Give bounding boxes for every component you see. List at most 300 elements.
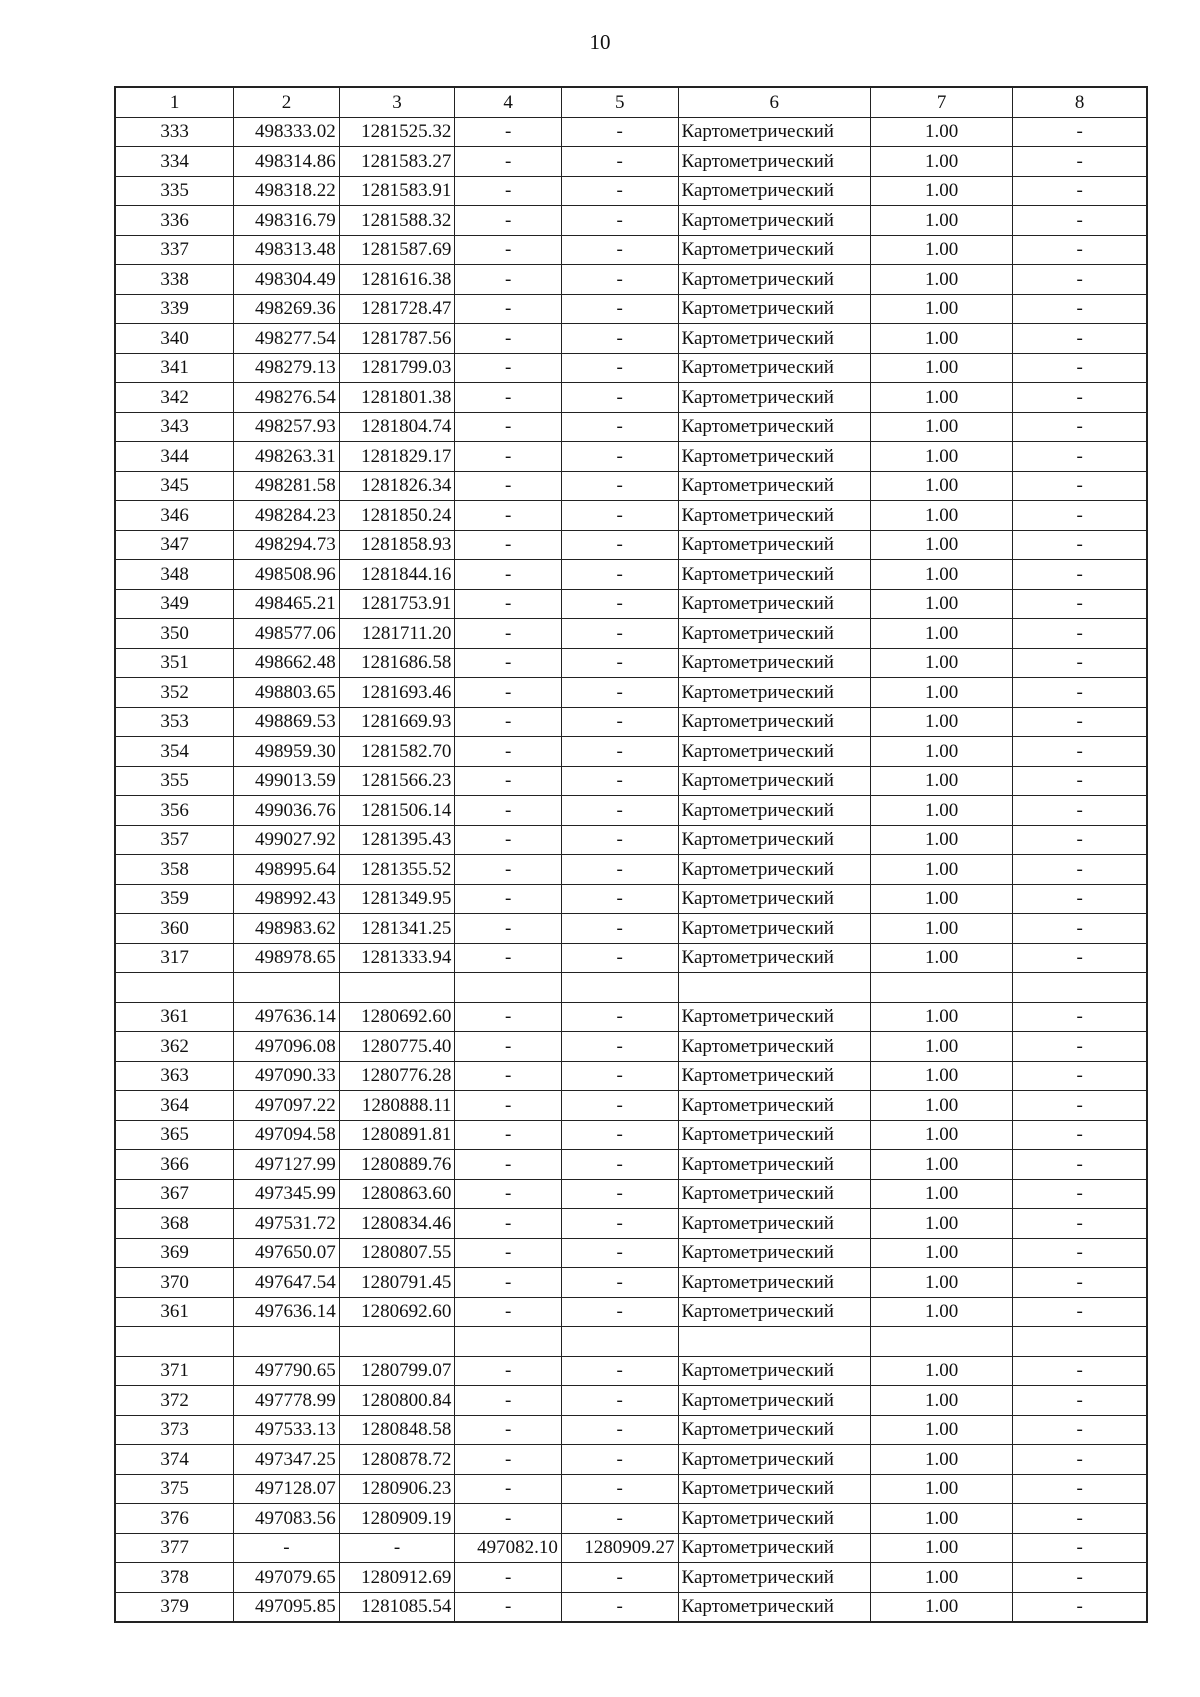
- column-5-cell: -: [561, 1238, 678, 1268]
- column-8-cell: -: [1013, 501, 1147, 531]
- accuracy-cell: 1.00: [871, 737, 1013, 767]
- accuracy-cell: 1.00: [871, 1356, 1013, 1386]
- y-coordinate-cell: 1280863.60: [339, 1179, 455, 1209]
- method-cell: Картометрический: [678, 294, 870, 324]
- point-number-cell: 372: [115, 1386, 234, 1416]
- column-8-cell: -: [1013, 1091, 1147, 1121]
- method-cell: Картометрический: [678, 943, 870, 973]
- accuracy-cell: 1.00: [871, 766, 1013, 796]
- column-5-cell: -: [561, 176, 678, 206]
- column-4-cell: -: [455, 1091, 561, 1121]
- point-number-cell: 359: [115, 884, 234, 914]
- table-row: [115, 353, 1147, 383]
- method-cell: Картометрический: [678, 589, 870, 619]
- y-coordinate-cell: 1280692.60: [339, 1002, 455, 1032]
- x-coordinate-cell: 498316.79: [234, 206, 339, 236]
- column-4-cell: -: [455, 560, 561, 590]
- column-8-cell: -: [1013, 383, 1147, 413]
- column-8-cell: -: [1013, 1504, 1147, 1534]
- column-8-cell: -: [1013, 943, 1147, 973]
- accuracy-cell: 1.00: [871, 560, 1013, 590]
- column-4-cell: -: [455, 294, 561, 324]
- x-coordinate-cell: 497650.07: [234, 1238, 339, 1268]
- y-coordinate-cell: 1280800.84: [339, 1386, 455, 1416]
- x-coordinate-cell: 499036.76: [234, 796, 339, 826]
- column-8-cell: -: [1013, 471, 1147, 501]
- accuracy-cell: 1.00: [871, 1179, 1013, 1209]
- method-cell: Картометрический: [678, 117, 870, 147]
- x-coordinate-cell: 497096.08: [234, 1032, 339, 1062]
- accuracy-cell: 1.00: [871, 707, 1013, 737]
- column-5-cell: -: [561, 1061, 678, 1091]
- column-8-cell: -: [1013, 1120, 1147, 1150]
- column-8-cell: -: [1013, 1238, 1147, 1268]
- column-4-cell: -: [455, 1386, 561, 1416]
- point-number-cell: 354: [115, 737, 234, 767]
- accuracy-cell: 1.00: [871, 648, 1013, 678]
- y-coordinate-cell: 1281582.70: [339, 737, 455, 767]
- y-coordinate-cell: 1280891.81: [339, 1120, 455, 1150]
- column-4-cell: -: [455, 796, 561, 826]
- column-4-cell: -: [455, 265, 561, 295]
- y-coordinate-cell: 1281826.34: [339, 471, 455, 501]
- table-row: [115, 560, 1147, 590]
- accuracy-cell: 1.00: [871, 1533, 1013, 1563]
- column-5-cell: -: [561, 1120, 678, 1150]
- column-4-cell: -: [455, 914, 561, 944]
- table-row: [115, 1327, 1147, 1357]
- x-coordinate-cell: [234, 973, 339, 1003]
- column-4-cell: -: [455, 1002, 561, 1032]
- coordinates-table: [114, 86, 1148, 1623]
- column-4-cell: -: [455, 1120, 561, 1150]
- column-4-cell: -: [455, 825, 561, 855]
- method-cell: Картометрический: [678, 1061, 870, 1091]
- column-5-cell: -: [561, 737, 678, 767]
- y-coordinate-cell: 1281616.38: [339, 265, 455, 295]
- method-cell: Картометрический: [678, 471, 870, 501]
- table-row: [115, 1061, 1147, 1091]
- column-5-cell: -: [561, 884, 678, 914]
- method-cell: Картометрический: [678, 1297, 870, 1327]
- table-row: [115, 1297, 1147, 1327]
- column-8-cell: -: [1013, 678, 1147, 708]
- table-row: [115, 147, 1147, 177]
- column-8-cell: -: [1013, 1002, 1147, 1032]
- column-8-cell: -: [1013, 1061, 1147, 1091]
- point-number-cell: 362: [115, 1032, 234, 1062]
- column-5-cell: -: [561, 1179, 678, 1209]
- method-cell: Картометрический: [678, 1150, 870, 1180]
- column-8-cell: -: [1013, 589, 1147, 619]
- accuracy-cell: 1.00: [871, 914, 1013, 944]
- table-row: [115, 442, 1147, 472]
- point-number-cell: 376: [115, 1504, 234, 1534]
- point-number-cell: 337: [115, 235, 234, 265]
- column-8-cell: -: [1013, 1563, 1147, 1593]
- y-coordinate-cell: 1280888.11: [339, 1091, 455, 1121]
- accuracy-cell: 1.00: [871, 1032, 1013, 1062]
- column-5-cell: [561, 973, 678, 1003]
- method-cell: Картометрический: [678, 884, 870, 914]
- accuracy-cell: 1.00: [871, 235, 1013, 265]
- column-5-cell: -: [561, 1297, 678, 1327]
- x-coordinate-cell: 497083.56: [234, 1504, 339, 1534]
- column-8-cell: -: [1013, 353, 1147, 383]
- column-8-cell: -: [1013, 707, 1147, 737]
- table-row: [115, 1415, 1147, 1445]
- method-cell: Картометрический: [678, 796, 870, 826]
- x-coordinate-cell: 498959.30: [234, 737, 339, 767]
- y-coordinate-cell: 1281850.24: [339, 501, 455, 531]
- x-coordinate-cell: 498313.48: [234, 235, 339, 265]
- table-row: [115, 1474, 1147, 1504]
- column-8-cell: -: [1013, 117, 1147, 147]
- method-cell: Картометрический: [678, 353, 870, 383]
- column-4-cell: -: [455, 1209, 561, 1239]
- column-4-cell: -: [455, 324, 561, 354]
- y-coordinate-cell: [339, 1327, 455, 1357]
- point-number-cell: 358: [115, 855, 234, 885]
- x-coordinate-cell: 498269.36: [234, 294, 339, 324]
- x-coordinate-cell: 498508.96: [234, 560, 339, 590]
- point-number-cell: 370: [115, 1268, 234, 1298]
- method-cell: Картометрический: [678, 619, 870, 649]
- column-4-cell: [455, 973, 561, 1003]
- y-coordinate-cell: 1281799.03: [339, 353, 455, 383]
- column-8-cell: -: [1013, 1445, 1147, 1475]
- x-coordinate-cell: 498279.13: [234, 353, 339, 383]
- x-coordinate-cell: 497128.07: [234, 1474, 339, 1504]
- column-8-cell: -: [1013, 1386, 1147, 1416]
- column-5-cell: -: [561, 1415, 678, 1445]
- x-coordinate-cell: 498662.48: [234, 648, 339, 678]
- column-8-cell: [1013, 973, 1147, 1003]
- column-4-cell: -: [455, 501, 561, 531]
- method-cell: Картометрический: [678, 324, 870, 354]
- column-5-cell: -: [561, 1504, 678, 1534]
- method-cell: Картометрический: [678, 825, 870, 855]
- point-number-cell: 336: [115, 206, 234, 236]
- y-coordinate-cell: [339, 973, 455, 1003]
- column-5-cell: -: [561, 235, 678, 265]
- table-body: [115, 117, 1147, 1622]
- column-8-cell: -: [1013, 206, 1147, 236]
- column-8-cell: -: [1013, 235, 1147, 265]
- column-4-cell: -: [455, 1297, 561, 1327]
- y-coordinate-cell: 1281583.27: [339, 147, 455, 177]
- point-number-cell: 341: [115, 353, 234, 383]
- x-coordinate-cell: 498304.49: [234, 265, 339, 295]
- accuracy-cell: 1.00: [871, 619, 1013, 649]
- table-row: [115, 1179, 1147, 1209]
- point-number-cell: 355: [115, 766, 234, 796]
- y-coordinate-cell: 1281395.43: [339, 825, 455, 855]
- accuracy-cell: 1.00: [871, 324, 1013, 354]
- column-8-cell: -: [1013, 1356, 1147, 1386]
- y-coordinate-cell: 1280834.46: [339, 1209, 455, 1239]
- accuracy-cell: 1.00: [871, 589, 1013, 619]
- column-8-cell: -: [1013, 265, 1147, 295]
- point-number-cell: 357: [115, 825, 234, 855]
- column-8-cell: -: [1013, 324, 1147, 354]
- column-5-cell: -: [561, 707, 678, 737]
- column-5-cell: -: [561, 353, 678, 383]
- y-coordinate-cell: 1281711.20: [339, 619, 455, 649]
- y-coordinate-cell: 1280807.55: [339, 1238, 455, 1268]
- column-5-cell: -: [561, 147, 678, 177]
- accuracy-cell: 1.00: [871, 1150, 1013, 1180]
- method-cell: Картометрический: [678, 1002, 870, 1032]
- point-number-cell: 378: [115, 1563, 234, 1593]
- x-coordinate-cell: 498333.02: [234, 117, 339, 147]
- table-row: [115, 589, 1147, 619]
- column-header: 7: [871, 87, 1013, 117]
- table-row: [115, 766, 1147, 796]
- x-coordinate-cell: 498983.62: [234, 914, 339, 944]
- table-row: [115, 1504, 1147, 1534]
- accuracy-cell: 1.00: [871, 442, 1013, 472]
- y-coordinate-cell: 1280791.45: [339, 1268, 455, 1298]
- x-coordinate-cell: 499027.92: [234, 825, 339, 855]
- method-cell: Картометрический: [678, 412, 870, 442]
- column-4-cell: -: [455, 1415, 561, 1445]
- column-5-cell: -: [561, 560, 678, 590]
- point-number-cell: 361: [115, 1297, 234, 1327]
- y-coordinate-cell: 1281525.32: [339, 117, 455, 147]
- point-number-cell: 350: [115, 619, 234, 649]
- column-header: 4: [455, 87, 561, 117]
- method-cell: Картометрический: [678, 1563, 870, 1593]
- y-coordinate-cell: 1280775.40: [339, 1032, 455, 1062]
- column-5-cell: -: [561, 796, 678, 826]
- accuracy-cell: 1.00: [871, 383, 1013, 413]
- column-4-cell: -: [455, 737, 561, 767]
- y-coordinate-cell: 1281566.23: [339, 766, 455, 796]
- x-coordinate-cell: 497790.65: [234, 1356, 339, 1386]
- y-coordinate-cell: 1281693.46: [339, 678, 455, 708]
- table-row: [115, 1150, 1147, 1180]
- y-coordinate-cell: 1281829.17: [339, 442, 455, 472]
- method-cell: Картометрический: [678, 560, 870, 590]
- method-cell: Картометрический: [678, 1238, 870, 1268]
- y-coordinate-cell: 1280776.28: [339, 1061, 455, 1091]
- y-coordinate-cell: 1281686.58: [339, 648, 455, 678]
- column-5-cell: -: [561, 1386, 678, 1416]
- table-row: [115, 1268, 1147, 1298]
- table-row: [115, 796, 1147, 826]
- column-4-cell: -: [455, 648, 561, 678]
- accuracy-cell: 1.00: [871, 294, 1013, 324]
- table-row: [115, 383, 1147, 413]
- x-coordinate-cell: 497097.22: [234, 1091, 339, 1121]
- column-8-cell: -: [1013, 648, 1147, 678]
- point-number-cell: 335: [115, 176, 234, 206]
- table-row: [115, 176, 1147, 206]
- table-row: [115, 1533, 1147, 1563]
- column-4-cell: -: [455, 383, 561, 413]
- column-5-cell: -: [561, 1032, 678, 1062]
- x-coordinate-cell: 497647.54: [234, 1268, 339, 1298]
- table-row: [115, 235, 1147, 265]
- column-5-cell: -: [561, 471, 678, 501]
- method-cell: Картометрический: [678, 1120, 870, 1150]
- method-cell: Картометрический: [678, 206, 870, 236]
- accuracy-cell: 1.00: [871, 1238, 1013, 1268]
- accuracy-cell: 1.00: [871, 412, 1013, 442]
- point-number-cell: 317: [115, 943, 234, 973]
- column-5-cell: -: [561, 1091, 678, 1121]
- point-number-cell: 340: [115, 324, 234, 354]
- accuracy-cell: [871, 973, 1013, 1003]
- column-4-cell: -: [455, 1032, 561, 1062]
- column-4-cell: -: [455, 1061, 561, 1091]
- method-cell: Картометрический: [678, 1209, 870, 1239]
- y-coordinate-cell: 1281753.91: [339, 589, 455, 619]
- y-coordinate-cell: 1281588.32: [339, 206, 455, 236]
- accuracy-cell: 1.00: [871, 1386, 1013, 1416]
- point-number-cell: 373: [115, 1415, 234, 1445]
- point-number-cell: 334: [115, 147, 234, 177]
- y-coordinate-cell: 1281804.74: [339, 412, 455, 442]
- method-cell: Картометрический: [678, 442, 870, 472]
- method-cell: Картометрический: [678, 530, 870, 560]
- y-coordinate-cell: 1280878.72: [339, 1445, 455, 1475]
- x-coordinate-cell: 497347.25: [234, 1445, 339, 1475]
- method-cell: Картометрический: [678, 678, 870, 708]
- method-cell: Картометрический: [678, 1445, 870, 1475]
- y-coordinate-cell: 1281844.16: [339, 560, 455, 590]
- column-4-cell: -: [455, 530, 561, 560]
- accuracy-cell: 1.00: [871, 884, 1013, 914]
- accuracy-cell: 1.00: [871, 471, 1013, 501]
- point-number-cell: 379: [115, 1592, 234, 1622]
- accuracy-cell: 1.00: [871, 1415, 1013, 1445]
- column-8-cell: -: [1013, 1179, 1147, 1209]
- x-coordinate-cell: [234, 1327, 339, 1357]
- table-row: [115, 471, 1147, 501]
- point-number-cell: 363: [115, 1061, 234, 1091]
- x-coordinate-cell: 498577.06: [234, 619, 339, 649]
- table-row: [115, 737, 1147, 767]
- point-number-cell: 375: [115, 1474, 234, 1504]
- table-row: [115, 1563, 1147, 1593]
- column-4-cell: -: [455, 678, 561, 708]
- table-row: [115, 324, 1147, 354]
- point-number-cell: 347: [115, 530, 234, 560]
- column-8-cell: -: [1013, 1592, 1147, 1622]
- accuracy-cell: 1.00: [871, 1268, 1013, 1298]
- y-coordinate-cell: 1280906.23: [339, 1474, 455, 1504]
- column-4-cell: -: [455, 117, 561, 147]
- column-4-cell: -: [455, 943, 561, 973]
- x-coordinate-cell: 497345.99: [234, 1179, 339, 1209]
- accuracy-cell: 1.00: [871, 1445, 1013, 1475]
- point-number-cell: 371: [115, 1356, 234, 1386]
- method-cell: Картометрический: [678, 147, 870, 177]
- column-4-cell: -: [455, 766, 561, 796]
- column-8-cell: -: [1013, 1268, 1147, 1298]
- y-coordinate-cell: 1281801.38: [339, 383, 455, 413]
- x-coordinate-cell: 498978.65: [234, 943, 339, 973]
- table-row: [115, 648, 1147, 678]
- accuracy-cell: 1.00: [871, 530, 1013, 560]
- x-coordinate-cell: -: [234, 1533, 339, 1563]
- accuracy-cell: 1.00: [871, 1120, 1013, 1150]
- y-coordinate-cell: 1281341.25: [339, 914, 455, 944]
- point-number-cell: 343: [115, 412, 234, 442]
- accuracy-cell: 1.00: [871, 943, 1013, 973]
- y-coordinate-cell: 1280912.69: [339, 1563, 455, 1593]
- table-row: [115, 1120, 1147, 1150]
- x-coordinate-cell: 497636.14: [234, 1002, 339, 1032]
- column-5-cell: -: [561, 855, 678, 885]
- column-5-cell: -: [561, 914, 678, 944]
- accuracy-cell: 1.00: [871, 1297, 1013, 1327]
- table-row: [115, 855, 1147, 885]
- accuracy-cell: 1.00: [871, 117, 1013, 147]
- point-number-cell: 338: [115, 265, 234, 295]
- y-coordinate-cell: 1280909.19: [339, 1504, 455, 1534]
- y-coordinate-cell: 1281787.56: [339, 324, 455, 354]
- column-4-cell: -: [455, 206, 561, 236]
- column-8-cell: -: [1013, 1533, 1147, 1563]
- column-8-cell: -: [1013, 294, 1147, 324]
- method-cell: Картометрический: [678, 1268, 870, 1298]
- y-coordinate-cell: 1280848.58: [339, 1415, 455, 1445]
- y-coordinate-cell: 1281085.54: [339, 1592, 455, 1622]
- column-5-cell: 1280909.27: [561, 1533, 678, 1563]
- column-5-cell: -: [561, 1356, 678, 1386]
- point-number-cell: 356: [115, 796, 234, 826]
- accuracy-cell: 1.00: [871, 1563, 1013, 1593]
- accuracy-cell: 1.00: [871, 206, 1013, 236]
- point-number-cell: 369: [115, 1238, 234, 1268]
- column-5-cell: -: [561, 619, 678, 649]
- column-4-cell: -: [455, 1268, 561, 1298]
- column-header: 3: [339, 87, 455, 117]
- column-5-cell: -: [561, 648, 678, 678]
- table-row: [115, 117, 1147, 147]
- accuracy-cell: 1.00: [871, 265, 1013, 295]
- y-coordinate-cell: 1281349.95: [339, 884, 455, 914]
- x-coordinate-cell: 498992.43: [234, 884, 339, 914]
- column-4-cell: -: [455, 884, 561, 914]
- method-cell: Картометрический: [678, 1415, 870, 1445]
- column-8-cell: -: [1013, 766, 1147, 796]
- column-8-cell: -: [1013, 1297, 1147, 1327]
- column-5-cell: -: [561, 1563, 678, 1593]
- y-coordinate-cell: 1281355.52: [339, 855, 455, 885]
- column-8-cell: -: [1013, 1032, 1147, 1062]
- method-cell: Картометрический: [678, 383, 870, 413]
- method-cell: Картометрический: [678, 766, 870, 796]
- method-cell: Картометрический: [678, 1356, 870, 1386]
- point-number-cell: 361: [115, 1002, 234, 1032]
- column-5-cell: -: [561, 825, 678, 855]
- column-8-cell: -: [1013, 619, 1147, 649]
- column-4-cell: -: [455, 235, 561, 265]
- column-4-cell: -: [455, 1474, 561, 1504]
- table-row: [115, 1238, 1147, 1268]
- column-4-cell: -: [455, 412, 561, 442]
- y-coordinate-cell: 1281506.14: [339, 796, 455, 826]
- table-row: [115, 1091, 1147, 1121]
- column-4-cell: 497082.10: [455, 1533, 561, 1563]
- x-coordinate-cell: 498281.58: [234, 471, 339, 501]
- y-coordinate-cell: 1281728.47: [339, 294, 455, 324]
- accuracy-cell: 1.00: [871, 855, 1013, 885]
